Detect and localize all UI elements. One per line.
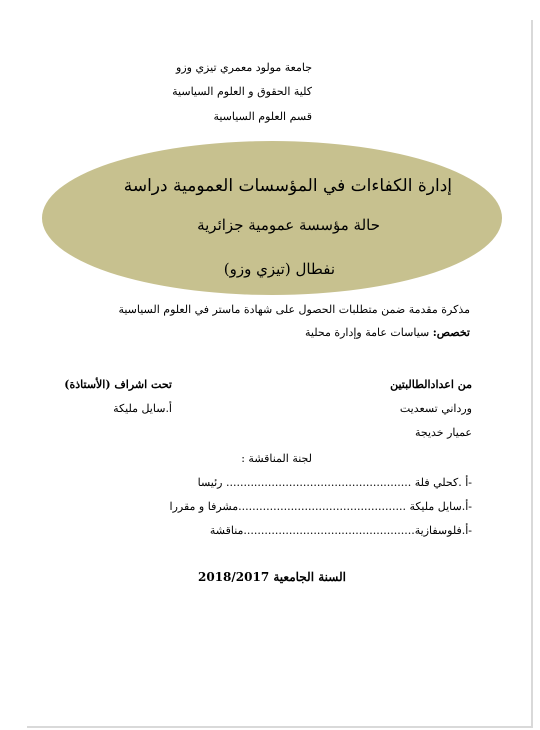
- department-name: قسم العلوم السياسية: [213, 110, 312, 123]
- specialty-line: [305, 326, 470, 339]
- thesis-note: مذكرة مقدمة ضمن متطلبات الحصول على شهادة ماستر في العلوم السياسية: [118, 303, 470, 316]
- student-name-2: عميار خديجة: [414, 426, 472, 439]
- committee-member-3: -أ.فلوسفازية.................................................مناقشة: [209, 524, 472, 537]
- title-line-3: نفطال (تيزي وزو): [223, 260, 335, 278]
- faculty-name: كلية الحقوق و العلوم السياسية: [172, 85, 312, 98]
- committee-member-1: -أ .كحلي فلة ..................................................... رئيسا: [197, 476, 472, 489]
- specialty-value: سياسات عامة وإدارة محلية: [304, 326, 433, 339]
- prepared-by-heading: من اعدادالطالبتين: [390, 378, 472, 391]
- specialty-label: تخصص:: [432, 326, 470, 339]
- page-border: [27, 20, 533, 728]
- committee-heading: لجنة المناقشة :: [241, 452, 312, 465]
- student-name-1: ورداني تسعديت: [399, 402, 472, 415]
- university-name: جامعة مولود معمري تيزي وزو: [176, 61, 312, 74]
- supervision-heading: تحت اشراف (الأستاذة): [64, 378, 172, 391]
- supervisor-name: أ.سايل مليكة: [113, 402, 172, 415]
- title-line-1: إدارة الكفاءات في المؤسسات العمومية دراسة: [123, 176, 452, 196]
- committee-member-2: -أ.سايل مليكة ................................................مشرفا و مقررا: [169, 500, 472, 513]
- title-line-2: حالة مؤسسة عمومية جزائرية: [197, 216, 380, 234]
- academic-year: السنة الجامعية 2018/2017: [198, 570, 346, 584]
